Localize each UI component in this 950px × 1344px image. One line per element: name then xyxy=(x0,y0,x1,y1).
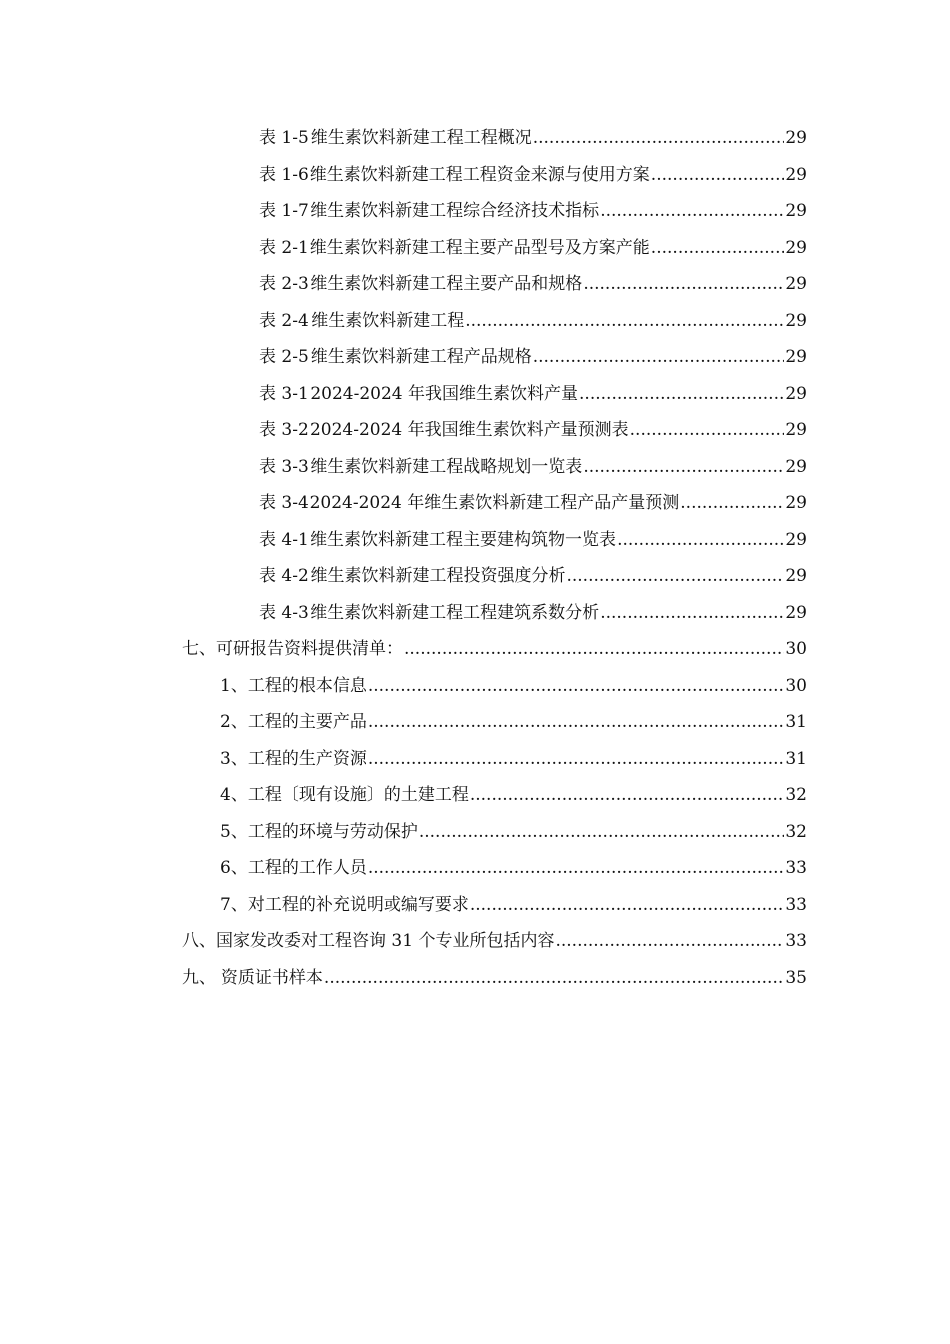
toc-leader-dots xyxy=(651,237,785,259)
toc-leader-dots xyxy=(617,529,784,551)
toc-entry-title: 维生素饮料新建工程战略规划一览表 xyxy=(310,457,583,477)
toc-entry-table-3-4[interactable] xyxy=(259,484,807,514)
toc-entry-page-number: 29 xyxy=(785,384,807,404)
toc-entry-page-number: 31 xyxy=(785,749,807,769)
toc-entry-table-1-5[interactable] xyxy=(259,119,807,149)
toc-leader-dots xyxy=(600,200,784,222)
toc-entry-subsection-1[interactable] xyxy=(220,667,807,697)
toc-leader-dots xyxy=(404,638,784,660)
toc-entry-label: 表 1-6 xyxy=(259,165,309,185)
toc-entry-label: 5、 xyxy=(220,822,248,842)
toc-entry-subsection-3[interactable] xyxy=(220,740,807,770)
toc-entry-title: 维生素饮料新建工程主要产品型号及方案产能 xyxy=(309,238,650,258)
toc-entry-table-1-7[interactable] xyxy=(259,192,807,222)
toc-entry-title: 维生素饮料新建工程 xyxy=(311,311,465,331)
toc-entry-section-9[interactable] xyxy=(182,959,807,989)
toc-leader-dots xyxy=(630,419,785,441)
toc-leader-dots xyxy=(368,675,785,697)
toc-entry-title: 维生素饮料新建工程产品规格 xyxy=(310,347,532,367)
toc-entry-label: 2、 xyxy=(220,712,248,732)
toc-entry-page-number: 29 xyxy=(785,238,807,258)
toc-entry-title: 2024-2024 年我国维生素饮料产量 xyxy=(310,384,579,404)
toc-entry-label: 4、 xyxy=(220,785,248,805)
toc-entry-section-7[interactable] xyxy=(182,630,807,660)
toc-entry-page-number: 29 xyxy=(785,566,807,586)
toc-entry-table-2-5[interactable] xyxy=(259,338,807,368)
toc-entry-label: 表 4-1 xyxy=(259,530,309,550)
toc-leader-dots xyxy=(419,821,785,843)
toc-entry-label: 表 2-3 xyxy=(259,274,309,294)
toc-entry-page-number: 30 xyxy=(785,639,807,659)
toc-entry-table-2-3[interactable] xyxy=(259,265,807,295)
toc-entry-label: 表 1-7 xyxy=(259,201,309,221)
toc-entry-page-number: 30 xyxy=(785,676,807,696)
toc-leader-dots xyxy=(368,748,785,770)
toc-leader-dots xyxy=(583,273,784,295)
toc-entry-title: 工程的工作人员 xyxy=(247,858,367,878)
toc-leader-dots xyxy=(579,383,784,405)
toc-entry-table-3-2[interactable] xyxy=(259,411,807,441)
toc-leader-dots xyxy=(324,967,784,989)
toc-entry-page-number: 29 xyxy=(785,493,807,513)
toc-entry-title: 工程的主要产品 xyxy=(247,712,367,732)
toc-entry-page-number: 32 xyxy=(785,822,807,842)
toc-entry-page-number: 29 xyxy=(785,603,807,623)
toc-entry-title: 维生素饮料新建工程综合经济技术指标 xyxy=(310,201,600,221)
toc-entry-label: 八、 xyxy=(182,931,216,951)
toc-entry-page-number: 29 xyxy=(785,530,807,550)
toc-entry-label: 6、 xyxy=(220,858,248,878)
toc-entry-subsection-2[interactable] xyxy=(220,703,807,733)
toc-leader-dots xyxy=(368,711,785,733)
toc-entry-title: 工程〔现有设施〕的土建工程 xyxy=(247,785,469,805)
toc-entry-title: 工程的根本信息 xyxy=(247,676,367,696)
toc-entry-label: 表 1-5 xyxy=(259,128,309,148)
toc-entry-label: 表 3-4 xyxy=(259,493,309,513)
toc-leader-dots xyxy=(680,492,784,514)
toc-entry-table-3-1[interactable] xyxy=(259,375,807,405)
toc-entry-table-3-3[interactable] xyxy=(259,448,807,478)
toc-entry-title: 资质证书样本 xyxy=(220,968,323,988)
toc-entry-subsection-5[interactable] xyxy=(220,813,807,843)
toc-entry-title: 2024-2024 年我国维生素饮料产量预测表 xyxy=(309,420,629,440)
toc-entry-page-number: 29 xyxy=(785,347,807,367)
toc-entry-title: 可研报告资料提供清单： xyxy=(216,639,403,659)
toc-entry-label: 1、 xyxy=(220,676,248,696)
toc-entry-title: 2024-2024 年维生素饮料新建工程产品产量预测 xyxy=(309,493,680,513)
toc-entry-page-number: 33 xyxy=(785,858,807,878)
toc-entry-title: 工程的环境与劳动保护 xyxy=(247,822,418,842)
toc-entry-subsection-4[interactable] xyxy=(220,776,807,806)
toc-entry-page-number: 29 xyxy=(785,165,807,185)
toc-leader-dots xyxy=(533,127,785,149)
toc-entry-page-number: 29 xyxy=(785,201,807,221)
toc-entry-title: 对工程的补充说明或编写要求 xyxy=(247,895,469,915)
toc-entry-table-2-4[interactable] xyxy=(259,302,807,332)
toc-entry-label: 表 4-2 xyxy=(259,566,309,586)
toc-entry-table-1-6[interactable] xyxy=(259,156,807,186)
toc-entry-page-number: 35 xyxy=(785,968,807,988)
toc-leader-dots xyxy=(533,346,785,368)
toc-entry-label: 3、 xyxy=(220,749,248,769)
toc-entry-table-4-2[interactable] xyxy=(259,557,807,587)
toc-entry-title: 维生素饮料新建工程主要建构筑物一览表 xyxy=(310,530,617,550)
toc-leader-dots xyxy=(566,565,784,587)
toc-entry-page-number: 29 xyxy=(785,311,807,331)
toc-entry-subsection-6[interactable] xyxy=(220,849,807,879)
toc-leader-dots xyxy=(470,894,785,916)
toc-entry-page-number: 31 xyxy=(785,712,807,732)
toc-entry-page-number: 32 xyxy=(785,785,807,805)
toc-entry-title: 工程的生产资源 xyxy=(247,749,367,769)
toc-entry-page-number: 29 xyxy=(785,274,807,294)
toc-leader-dots xyxy=(368,857,785,879)
toc-entry-label: 九、 xyxy=(182,968,216,988)
toc-entry-table-4-3[interactable] xyxy=(259,594,807,624)
toc-entry-label: 七、 xyxy=(182,639,216,659)
toc-entry-table-4-1[interactable] xyxy=(259,521,807,551)
toc-entry-label: 表 3-3 xyxy=(259,457,309,477)
toc-entry-label: 表 3-2 xyxy=(259,420,309,440)
toc-entry-label: 表 4-3 xyxy=(259,603,309,623)
toc-entry-title: 维生素饮料新建工程工程建筑系数分析 xyxy=(310,603,600,623)
toc-leader-dots xyxy=(465,310,784,332)
toc-leader-dots xyxy=(651,164,785,186)
toc-entry-page-number: 29 xyxy=(785,128,807,148)
toc-entry-label: 表 2-4 xyxy=(259,311,309,331)
toc-entry-label: 7、 xyxy=(220,895,248,915)
toc-entry-page-number: 29 xyxy=(785,457,807,477)
toc-leader-dots xyxy=(600,602,784,624)
toc-entry-title: 维生素饮料新建工程主要产品和规格 xyxy=(310,274,583,294)
toc-entry-title: 国家发改委对工程咨询 31 个专业所包括内容 xyxy=(216,931,555,951)
toc-entry-title: 维生素饮料新建工程工程概况 xyxy=(310,128,532,148)
toc-entry-label: 表 2-1 xyxy=(259,238,309,258)
toc-entry-label: 表 3-1 xyxy=(259,384,309,404)
toc-entry-title: 维生素饮料新建工程投资强度分析 xyxy=(310,566,566,586)
toc-entry-title: 维生素饮料新建工程工程资金来源与使用方案 xyxy=(309,165,650,185)
toc-entry-subsection-7[interactable] xyxy=(220,886,807,916)
toc-entry-table-2-1[interactable] xyxy=(259,229,807,259)
toc-entry-section-8[interactable] xyxy=(182,922,807,952)
toc-leader-dots xyxy=(470,784,785,806)
toc-entry-page-number: 33 xyxy=(785,931,807,951)
toc-entry-page-number: 33 xyxy=(785,895,807,915)
toc-leader-dots xyxy=(583,456,784,478)
toc-entry-label: 表 2-5 xyxy=(259,347,309,367)
toc-leader-dots xyxy=(555,930,784,952)
toc-entry-page-number: 29 xyxy=(785,420,807,440)
